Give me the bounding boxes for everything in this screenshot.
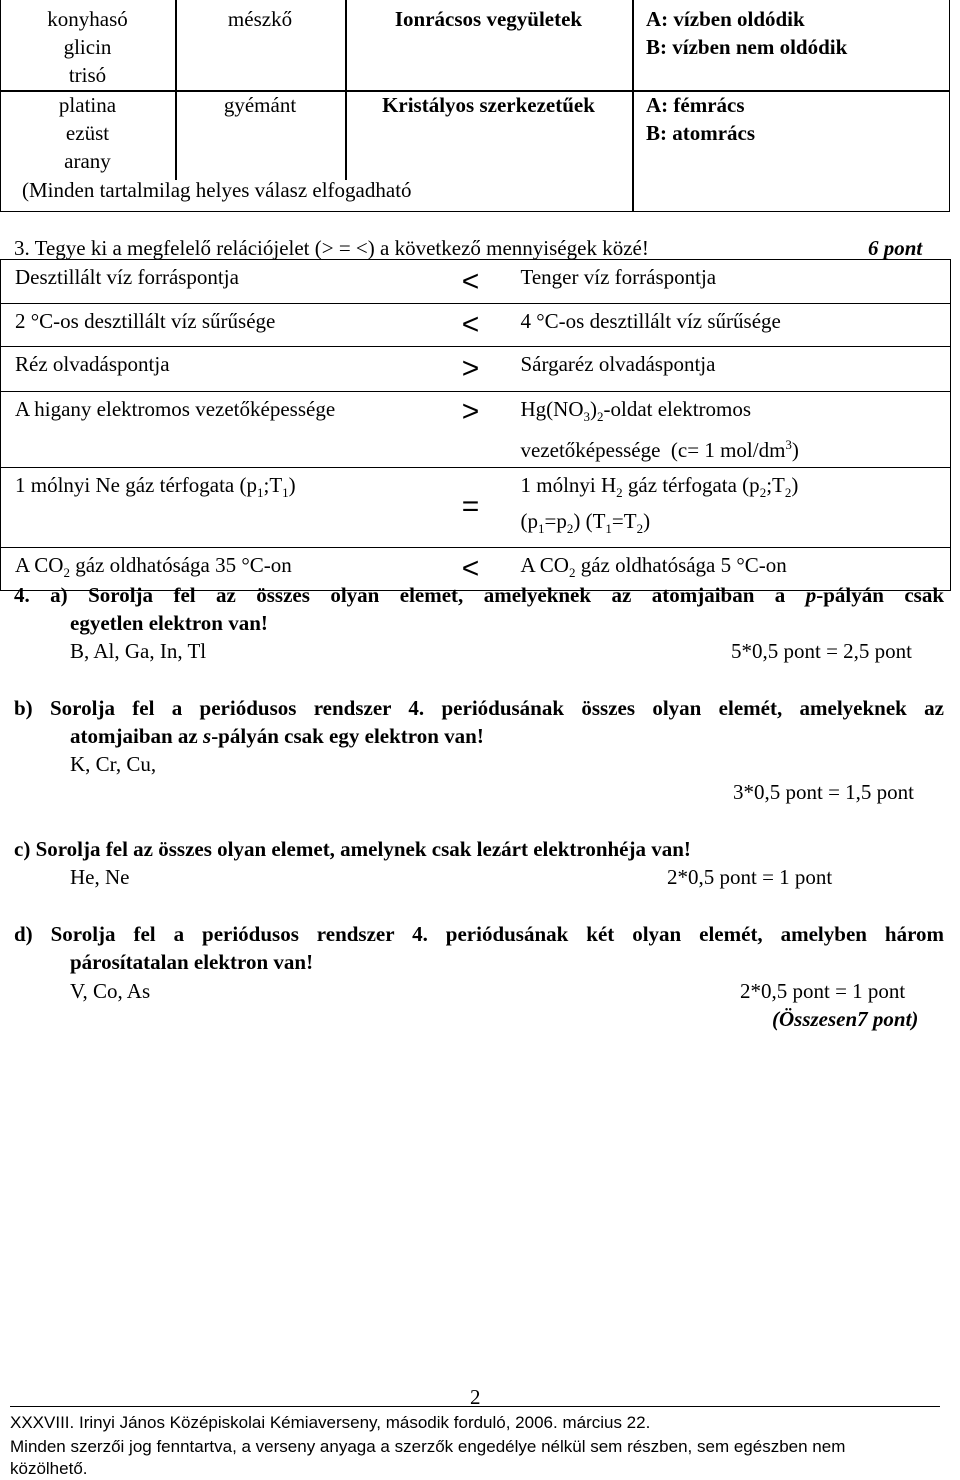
q4c-answer: He, Ne [70, 865, 130, 889]
relation-right-rich: $Hg(NO_3)_2$-oldat elektromos vezetőképessége (c= 1 mol/$dm^3$) [511, 392, 951, 468]
cell-text: A: vízben oldódik [646, 7, 805, 31]
cell-text: arany [64, 149, 111, 173]
q4a-points: 5*0,5 pont = 2,5 pont [731, 639, 913, 663]
cell-text: platina [58, 93, 117, 117]
row1-col2: mészkő [227, 7, 293, 31]
table-row [1, 304, 951, 347]
table-row [1, 468, 951, 547]
q4b-title-line1: b) Sorolja fel a periódusos rendszer 4. periódusának összes olyan elemét, amelyeknek az [14, 696, 944, 720]
relation-left: Réz olvadáspontja [1, 347, 431, 392]
relation-symbol: < [431, 304, 511, 347]
relation-symbol: > [431, 392, 511, 468]
relation-left-rich: A $CO_2$ gáz oldhatósága 35 °C-on [1, 547, 431, 590]
cell-text: A: fémrács [646, 93, 745, 117]
q4d-title-line2: párosítatalan elektron van! [70, 950, 314, 974]
table-vline-3 [632, 0, 634, 212]
relation-left: A higany elektromos vezetőképessége [1, 392, 431, 468]
footer-line-1: XXXVIII. Irinyi János Középiskolai Kémiaverseny, második forduló, 2006. március 22. [10, 1413, 651, 1432]
relation-left: Desztillált víz forráspontja [1, 260, 431, 304]
row2-col2: gyémánt [223, 93, 297, 117]
q4b-points: 3*0,5 pont = 1,5 pont [733, 780, 915, 804]
cell-text: B: vízben nem oldódik [646, 35, 848, 59]
q4b-text: atomjaiban az [70, 724, 203, 748]
page-number: 2 [470, 1385, 481, 1409]
cell-text: ezüst [65, 121, 110, 145]
relation-left-rich: 1 mólnyi Ne gáz térfogata $(p_1;T_1)$ [1, 468, 431, 547]
relation-symbol: = [431, 468, 511, 547]
q4a-text-italic: p [805, 583, 817, 607]
relation-right-rich: A $CO_2$ gáz oldhatósága 5 °C-on [511, 547, 951, 590]
row2-col3: Kristályos szerkezetűek [382, 93, 595, 117]
relation-symbol: < [431, 547, 511, 590]
q4b-answer: K, Cr, Cu, [70, 752, 157, 776]
table-note: (Minden tartalmilag helyes válasz elfogadható [22, 178, 412, 202]
q4d-answer: V, Co, As [70, 979, 151, 1003]
relation-symbol: > [431, 347, 511, 392]
table-row [1, 392, 951, 468]
row2-col4 [646, 91, 946, 147]
q4-total: (Összesen7 pont) [772, 1007, 919, 1031]
row2-col1 [0, 91, 175, 175]
cell-text: glicin [63, 35, 112, 59]
q4c-points: 2*0,5 pont = 1 pont [667, 865, 833, 889]
relation-right: Tenger víz forráspontja [511, 260, 951, 304]
row1-col4 [646, 5, 946, 61]
cell-text: B: atomrács [646, 121, 756, 145]
table-row [1, 347, 951, 392]
q4b-text-italic: s [203, 724, 212, 748]
footer-line-2: Minden szerzői jog fenntartva, a verseny anyaga a szerzők engedélye nélkül sem részben, sem egészben nem [10, 1437, 846, 1456]
relation-left: 2 °C-os desztillált víz sűrűsége [1, 304, 431, 347]
q4a-text: 4. a) Sorolja fel az összes olyan elemet, amelyeknek az atomjaiban a [14, 583, 806, 607]
relation-right: 4 °C-os desztillált víz sűrűsége [511, 304, 951, 347]
row1-col3: Ionrácsos vegyületek [394, 7, 583, 31]
q3-title: 3. Tegye ki a megfelelő relációjelet (> = <) a következő mennyiségek közé! [14, 236, 649, 260]
q4a-text: -pályán csak [816, 583, 945, 607]
footer-line-3: közölhető. [10, 1459, 88, 1478]
relation-table [0, 259, 951, 591]
relation-right: Sárgaréz olvadáspontja [511, 347, 951, 392]
q4d-title-line1: d) Sorolja fel a periódusos rendszer 4. periódusának két olyan elemét, amelyben három [14, 922, 944, 946]
q3-points: 6 pont [868, 236, 923, 260]
q4a-title-line1 [14, 581, 944, 609]
q4b-text: -pályán csak egy elektron van! [211, 724, 484, 748]
cell-text: trisó [68, 63, 107, 87]
q4a-answer: B, Al, Ga, In, Tl [70, 639, 207, 663]
relation-right-rich: 1 mólnyi $H_2$ gáz térfogata $(p_2;T_2)$ $(p_1=p_2)$ $(T_1=T_2)$ [511, 468, 951, 547]
q4b-title-line2 [70, 722, 484, 750]
relation-symbol: < [431, 260, 511, 304]
q4a-title-line2: egyetlen elektron van! [70, 611, 268, 635]
cell-text: konyhasó [47, 7, 128, 31]
q4c-title: c) Sorolja fel az összes olyan elemet, amelynek csak lezárt elektronhéja van! [14, 837, 691, 861]
q4d-points: 2*0,5 pont = 1 pont [740, 979, 906, 1003]
footer-divider [10, 1406, 940, 1407]
table-row [1, 260, 951, 304]
row1-col1 [0, 5, 175, 89]
